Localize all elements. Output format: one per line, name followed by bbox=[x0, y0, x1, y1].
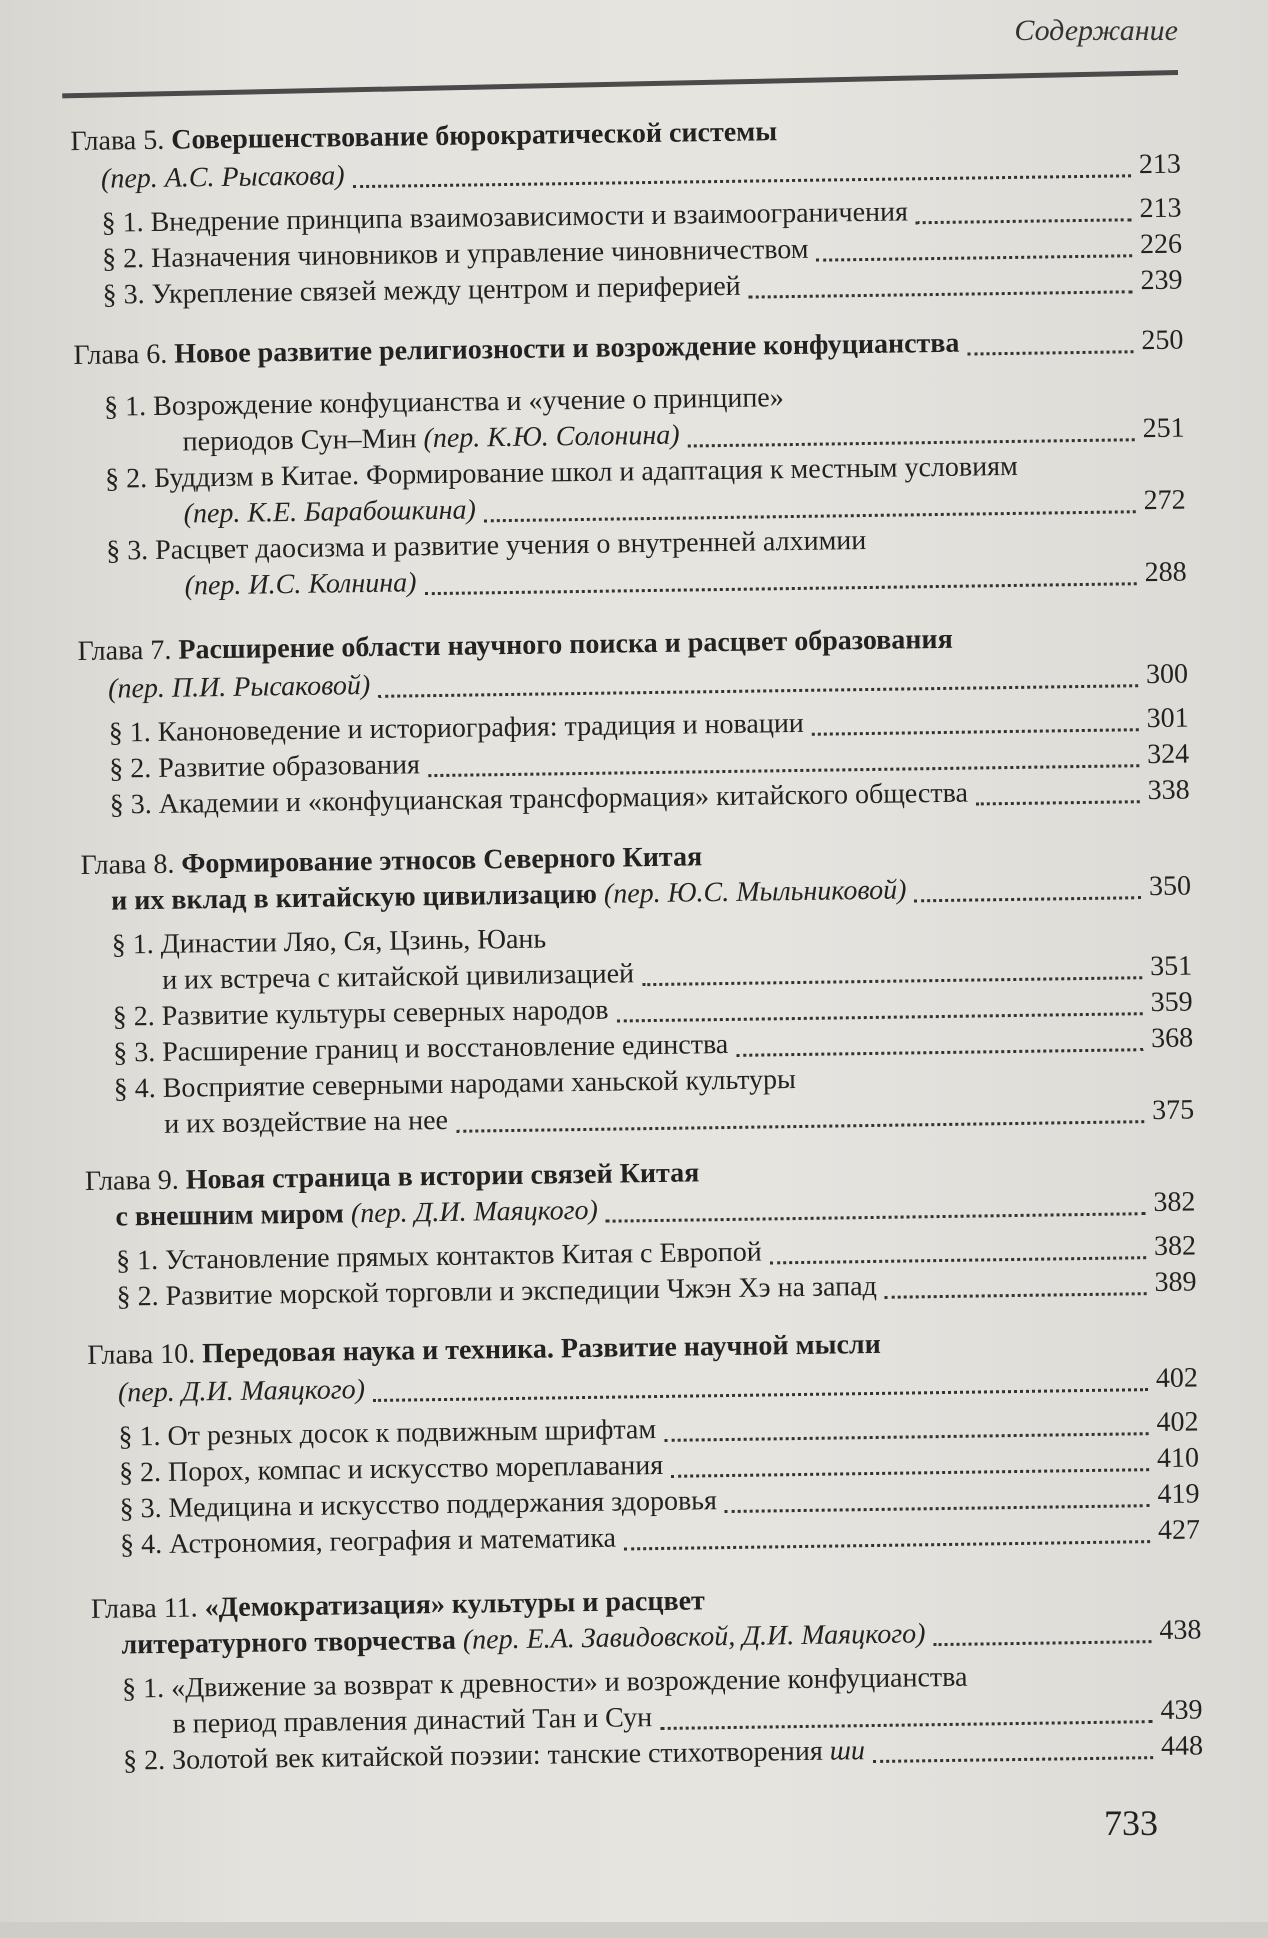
toc-entry: (пер. К.Е. Барабошкина) 272 bbox=[183, 484, 1186, 530]
toc-entry: § 3. Расширение границ и восстановление единства 368 bbox=[112, 1022, 1194, 1069]
chapter-6-heading: Глава 6. Новое развитие религиозности и возрождение конфуцианства 250 bbox=[73, 324, 1184, 372]
toc-entry: в период правления династий Тан и Сун 439 bbox=[172, 1694, 1203, 1740]
toc-entry: § 1. Внедрение принципа взаимозависимости и взаимоограничения 213 bbox=[101, 192, 1182, 239]
chapter-11-heading: Глава 11. «Демократизация» культуры и расцвет bbox=[90, 1585, 706, 1625]
toc-entry: (пер. И.С. Колнина) 288 bbox=[184, 556, 1187, 602]
page-number: 733 bbox=[1104, 1803, 1158, 1843]
chapter-7-translator-line: (пер. П.И. Рысаковой) 300 bbox=[107, 658, 1189, 705]
chapter-11-heading-line2: литературного творчества (пер. Е.А. Завидовской, Д.И. Маяцкого) 438 bbox=[121, 1614, 1202, 1661]
toc-entry-line1: § 2. Буддизм в Китае. Формирование школ и адаптация к местным условиям bbox=[104, 450, 1018, 495]
chapter-10-translator-line: (пер. Д.И. Маяцкого) 402 bbox=[117, 1362, 1199, 1409]
toc-entry-line1: § 4. Восприятие северными народами ханьской культуры bbox=[113, 1064, 797, 1105]
chapter-7-heading: Глава 7. Расширение области научного поиска и расцвет образования bbox=[77, 623, 953, 668]
toc-entry-line1: § 1. Династии Ляо, Ся, Цзинь, Юань bbox=[111, 923, 547, 961]
toc-entry: § 4. Астрономия, география и математика 427 bbox=[119, 1514, 1201, 1561]
toc-entry: § 1. Установление прямых контактов Китая с Европой 382 bbox=[115, 1230, 1197, 1277]
chapter-5-translator-line: (пер. А.С. Рысакова) 213 bbox=[100, 148, 1182, 195]
toc-entry: § 1. От резных досок к подвижным шрифтам 402 bbox=[118, 1406, 1199, 1453]
chapter-8-heading-line2: и их вклад в китайскую цивилизацию (пер. Ю.С. Мыльниковой) 350 bbox=[110, 870, 1192, 917]
toc-entry: § 2. Развитие морской торговли и экспедиции Чжэн Хэ на запад 389 bbox=[116, 1266, 1197, 1313]
toc-entry: § 2. Порох, компас и искусство мореплавания 410 bbox=[118, 1442, 1200, 1489]
toc-entry: и их воздействие на нее 375 bbox=[163, 1094, 1195, 1140]
toc-entry: § 1. Каноноведение и историография: традиция и новации 301 bbox=[108, 702, 1189, 749]
toc-entry: § 3. Медицина и искусство поддержания здоровья 419 bbox=[119, 1478, 1200, 1525]
toc-entry: § 2. Золотой век китайской поэзии: танские стихотворения ши 448 bbox=[122, 1730, 1204, 1777]
toc-entry: § 2. Развитие культуры северных народов 359 bbox=[112, 986, 1193, 1033]
toc-entry: § 3. Академии и «конфуцианская трансформация» китайского общества 338 bbox=[109, 774, 1190, 821]
toc-entry: § 2. Назначения чиновников и управление чиновничеством 226 bbox=[101, 228, 1183, 275]
chapter-9-heading-line2: с внешним миром (пер. Д.И. Маяцкого) 382 bbox=[115, 1186, 1196, 1233]
toc-entry-line1: § 1. «Движение за возврат к древности» и возрождение конфуцианства bbox=[121, 1661, 968, 1705]
chapter-9-heading: Глава 9. Новая страница в истории связей Китая bbox=[84, 1157, 700, 1197]
toc-entry-line1: § 1. Возрождение конфуцианства и «учение о принципе» bbox=[103, 382, 784, 423]
chapter-10-heading: Глава 10. Передовая наука и техника. Развитие научной мысли bbox=[87, 1328, 881, 1371]
toc-entry: и их встреча с китайской цивилизацией 351 bbox=[161, 950, 1193, 996]
chapter-5-heading: Глава 5. Совершенствование бюрократической системы bbox=[70, 116, 778, 158]
chapter-8-heading: Глава 8. Формирование этносов Северного Китая bbox=[80, 841, 703, 882]
toc-entry: периодов Сун–Мин (пер. К.Ю. Солонина) 251 bbox=[182, 412, 1185, 458]
toc-entry: § 2. Развитие образования 324 bbox=[109, 738, 1190, 785]
running-head: Содержание bbox=[1014, 14, 1178, 47]
toc-entry-line1: § 3. Расцвет даосизма и развитие учения о внутренней алхимии bbox=[105, 525, 867, 567]
toc-entry: § 3. Укрепление связей между центром и периферией 239 bbox=[102, 264, 1183, 311]
